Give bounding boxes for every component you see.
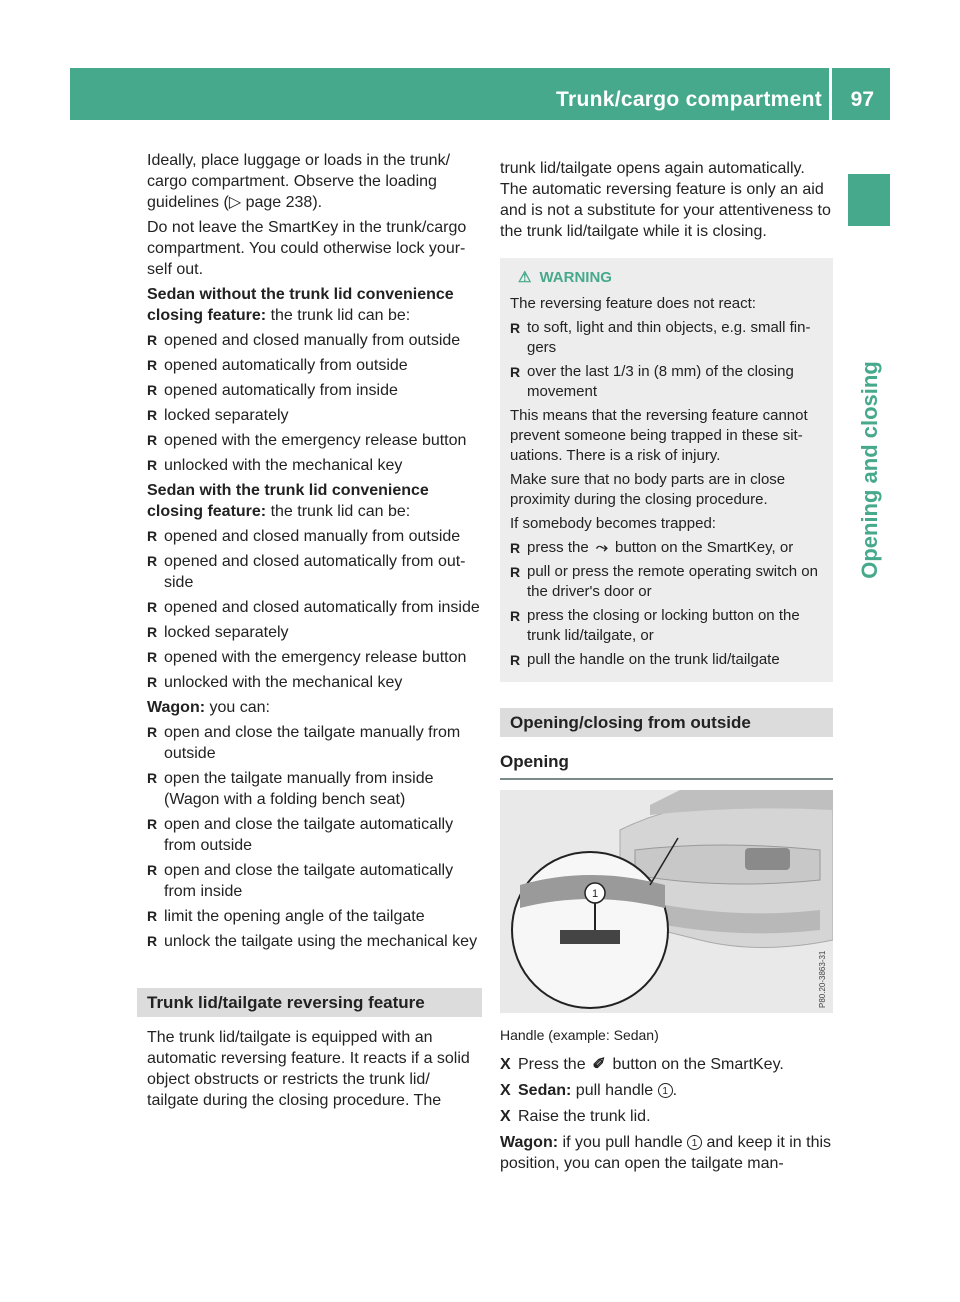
trunk-handle-figure [500, 790, 833, 1013]
list-item: R unlocked with the mechanical key [147, 674, 403, 691]
list-item: R opened automatically from outside [147, 357, 408, 374]
wagon-intro: Wagon: you can: [147, 699, 270, 716]
callout-1-icon: 1 [687, 1135, 702, 1150]
page-header [70, 68, 890, 120]
callout-1-icon: 1 [658, 1083, 673, 1098]
side-section-title: Opening and closing [857, 361, 882, 579]
wagon-list [147, 722, 482, 952]
trapped-list-rest [510, 562, 823, 670]
figure-caption: Handle (example: Sedan) [500, 1027, 659, 1043]
list-item: R open the tailgate manually from inside (Wagon with a folding bench seat) [147, 770, 434, 808]
sedan-without-list [147, 330, 482, 476]
trapped-list [510, 538, 823, 558]
page-number: 97 [850, 88, 874, 111]
sedan-with-intro: Sedan with the trunk lid convenience closing feature: the trunk lid can be: [147, 482, 429, 520]
page-title: Trunk/cargo compartment [556, 88, 822, 111]
left-column [147, 150, 482, 1115]
list-item: R open and close the tailgate manually from outside [147, 724, 461, 762]
header-divider [829, 68, 832, 120]
warning-list [510, 318, 823, 402]
step-1: X Press the ✐ button on the SmartKey. [500, 1056, 784, 1073]
warning-intro: The reversing feature does not react: [510, 295, 756, 312]
warning-box [500, 258, 833, 682]
warning-paragraph-2: Make sure that no body parts are in close proximity during the closing procedure. [510, 471, 786, 508]
list-item: R opened automatically from inside [147, 382, 398, 399]
list-item: R locked separately [147, 624, 289, 641]
list-item: R limit the opening angle of the tailgate [147, 908, 425, 925]
list-item: R locked separately [147, 407, 289, 424]
list-item: R opened and closed manually from outside [147, 528, 461, 545]
step-3: X Raise the trunk lid. [500, 1108, 651, 1125]
list-item: R to soft, light and thin objects, e.g. small fin-gers [510, 319, 811, 356]
list-item: R open and close the tailgate automatically from inside [147, 862, 454, 900]
reversing-continuation: trunk lid/tailgate opens again automatically. The automatic reversing feature is only an aid and is not a substitute for your attentiveness to the trunk lid/tailgate while it is closing. [500, 160, 831, 240]
close-key-icon: ⤳ [595, 539, 608, 556]
list-item: R opened with the emergency release button [147, 649, 467, 666]
sedan-with-list [147, 526, 482, 693]
list-item: R pull or press the remote operating switch on the driver's door or [510, 563, 818, 600]
warning-paragraph-1: This means that the reversing feature cannot prevent someone being trapped in these sit-uations. There is a risk of injury. [510, 407, 808, 464]
list-item: R opened and closed automatically from inside [147, 599, 480, 616]
list-item: R over the last 1/3 in (8 mm) of the closing movement [510, 363, 794, 400]
figure-callout-1: 1 [591, 888, 599, 900]
warning-paragraph-3: If somebody becomes trapped: [510, 515, 716, 532]
sedan-without-intro: Sedan without the trunk lid convenience closing feature: the trunk lid can be: [147, 286, 454, 324]
step-2: X Sedan: pull handle 1 . [500, 1082, 678, 1099]
unlock-key-icon: ✐ [592, 1056, 606, 1073]
list-item: R unlocked with the mechanical key [147, 457, 403, 474]
reversing-section-heading: Trunk lid/tailgate reversing feature [137, 988, 482, 1017]
list-item: R opened and closed automatically from out-side [147, 553, 466, 591]
list-item: R unlock the tailgate using the mechanical key [147, 933, 478, 950]
opening-subheading: Opening [500, 751, 833, 780]
intro-paragraph-1: Ideally, place luggage or loads in the trunk/ cargo compartment. Observe the loading guidelines (▷ page 238). [147, 152, 451, 211]
list-item: R press the closing or locking button on the trunk lid/tailgate, or [510, 607, 800, 644]
figure-code: P80.20-3863-31 [818, 950, 827, 1008]
warning-heading: ⚠ WARNING [518, 269, 612, 286]
list-item: R opened and closed manually from outside [147, 332, 461, 349]
warning-triangle-icon: ⚠ [518, 269, 532, 286]
intro-paragraph-2: Do not leave the SmartKey in the trunk/cargo compartment. You could otherwise lock your-self out. [147, 219, 467, 278]
list-item: R open and close the tailgate automatically from outside [147, 816, 454, 854]
wagon-opening-paragraph: Wagon: if you pull handle 1 and keep it in this position, you can open the tailgate man- [500, 1134, 832, 1172]
side-tab-marker [848, 174, 890, 226]
car-illustration [500, 790, 833, 1013]
right-column [500, 158, 833, 1178]
opening-section-heading: Opening/closing from outside [500, 708, 833, 737]
list-item: R pull the handle on the trunk lid/tailgate [510, 651, 780, 668]
reversing-paragraph: The trunk lid/tailgate is equipped with an automatic reversing feature. It reacts if a solid object obstructs or restricts the trunk lid/ tailgate during the closing procedure. The [147, 1029, 470, 1109]
list-item: R opened with the emergency release button [147, 432, 467, 449]
list-item: R press the ⤳ button on the SmartKey, or [510, 539, 794, 556]
